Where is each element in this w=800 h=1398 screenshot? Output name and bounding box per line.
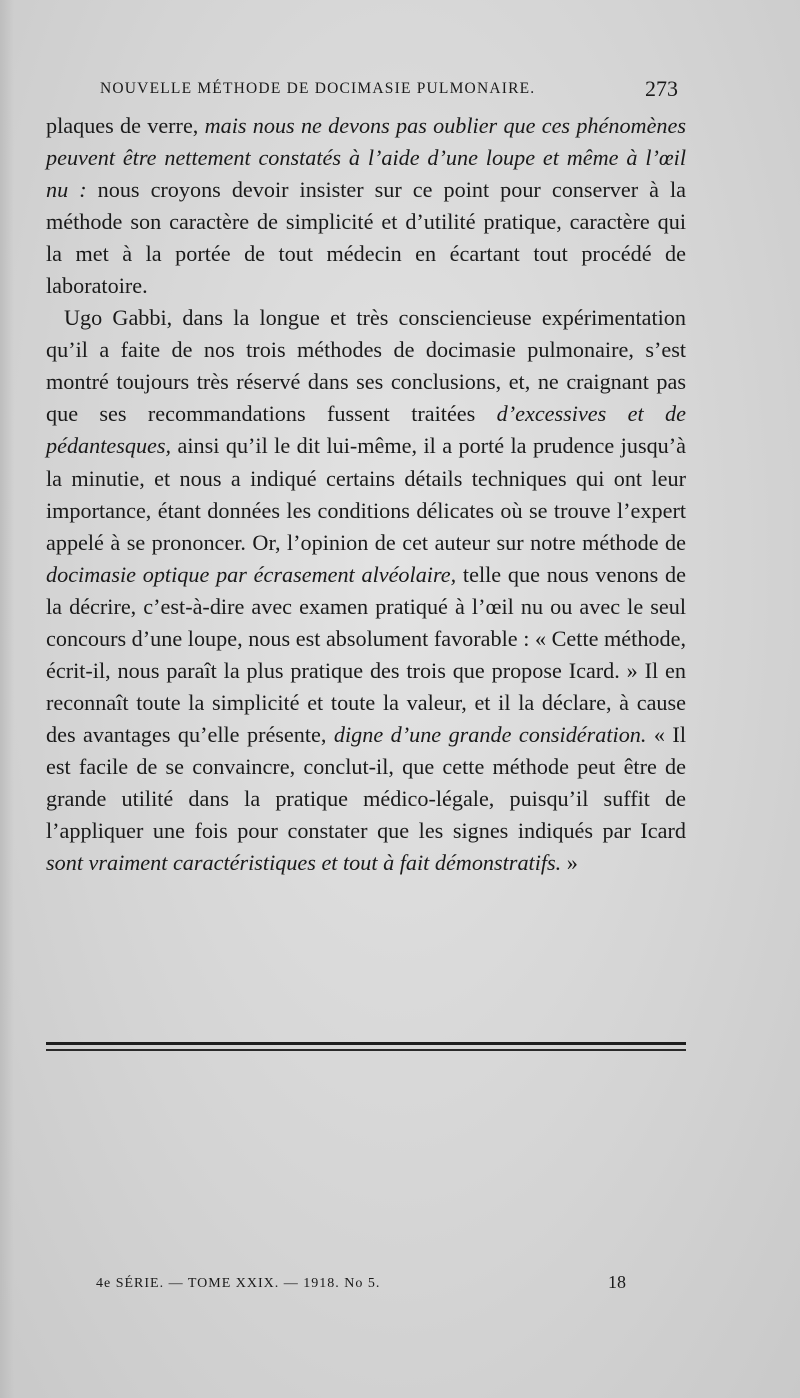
text-run: nous croyons devoir insister sur ce point pour conserver à la méthode son caractère de simplicité et d’utilité pratique, caractère qui la met à la portée de tout médecin en écartant tout procédé de laboratoire. [46,177,686,299]
italic-text-run: sont vraiment caractéristiques et tout à fait démonstratifs. [46,850,562,876]
text-run: plaques de verre, [46,113,205,138]
page-footer [96,1268,626,1298]
italic-text-run: d’excessives et de pédantesques, [46,401,686,459]
thin-rule [46,1049,686,1051]
sheet-number: 18 [608,1272,626,1292]
italic-text-run: mais nous ne devons pas oublier que ces phénomènes peuvent être nettement constatés à l’aide d’une loupe et même à l’œil nu : [46,113,686,203]
text-run: Ugo Gabbi, dans la longue et très consciencieuse expérimentation qu’il a faite de nos trois méthodes de docimasie pulmonaire, s’est montré toujours très réservé dans ses conclusions, et, ne craignant pas que ses recommandations fussent traitées [46,305,686,427]
text-run: » [561,850,578,876]
text-run: ainsi qu’il le dit lui-même, il a porté la prudence jusqu’à la minutie, et nous a indiqué certains détails techniques qui ont leur importance, étant données les conditions délicates où se trouve l’expert appelé à se prononcer. Or, l’opinion de cet auteur sur notre méthode de [46,433,686,555]
section-end-rule [46,1042,686,1051]
paragraph-gabbi [46,302,686,879]
text-run: telle que nous venons de la décrire, c’est-à-dire avec examen pratiqué à l’œil nu ou avec le seul concours d’une loupe, nous est absolument favorable : « Cette méthode, écrit-il, nous paraît la plus pratique des trois que propose Icard. » Il en reconnaît toute la simplicité et toute la valeur, et il la déclare, à cause des avantages qu’elle présente, [46,561,686,747]
thick-rule [46,1042,686,1045]
paragraph-continuation [46,110,686,302]
italic-text-run: digne d’une grande considération. [333,721,647,747]
page-number: 273 [645,76,678,101]
series-info: 4e SÉRIE. — TOME XXIX. — 1918. No 5. [96,1276,381,1291]
running-title: NOUVELLE MÉTHODE DE DOCIMASIE PULMONAIRE. [100,80,536,97]
text-run: « Il est facile de se convaincre, conclut-il, que cette méthode peut être de grande utilité dans la pratique médico-légale, puisqu’il suffit de l’appliquer une fois pour constater que les signes indiqués par Icard [46,721,686,844]
body-text [46,110,686,879]
running-header [100,76,678,106]
italic-text-run: docimasie optique par écrasement alvéolaire, [46,561,457,587]
